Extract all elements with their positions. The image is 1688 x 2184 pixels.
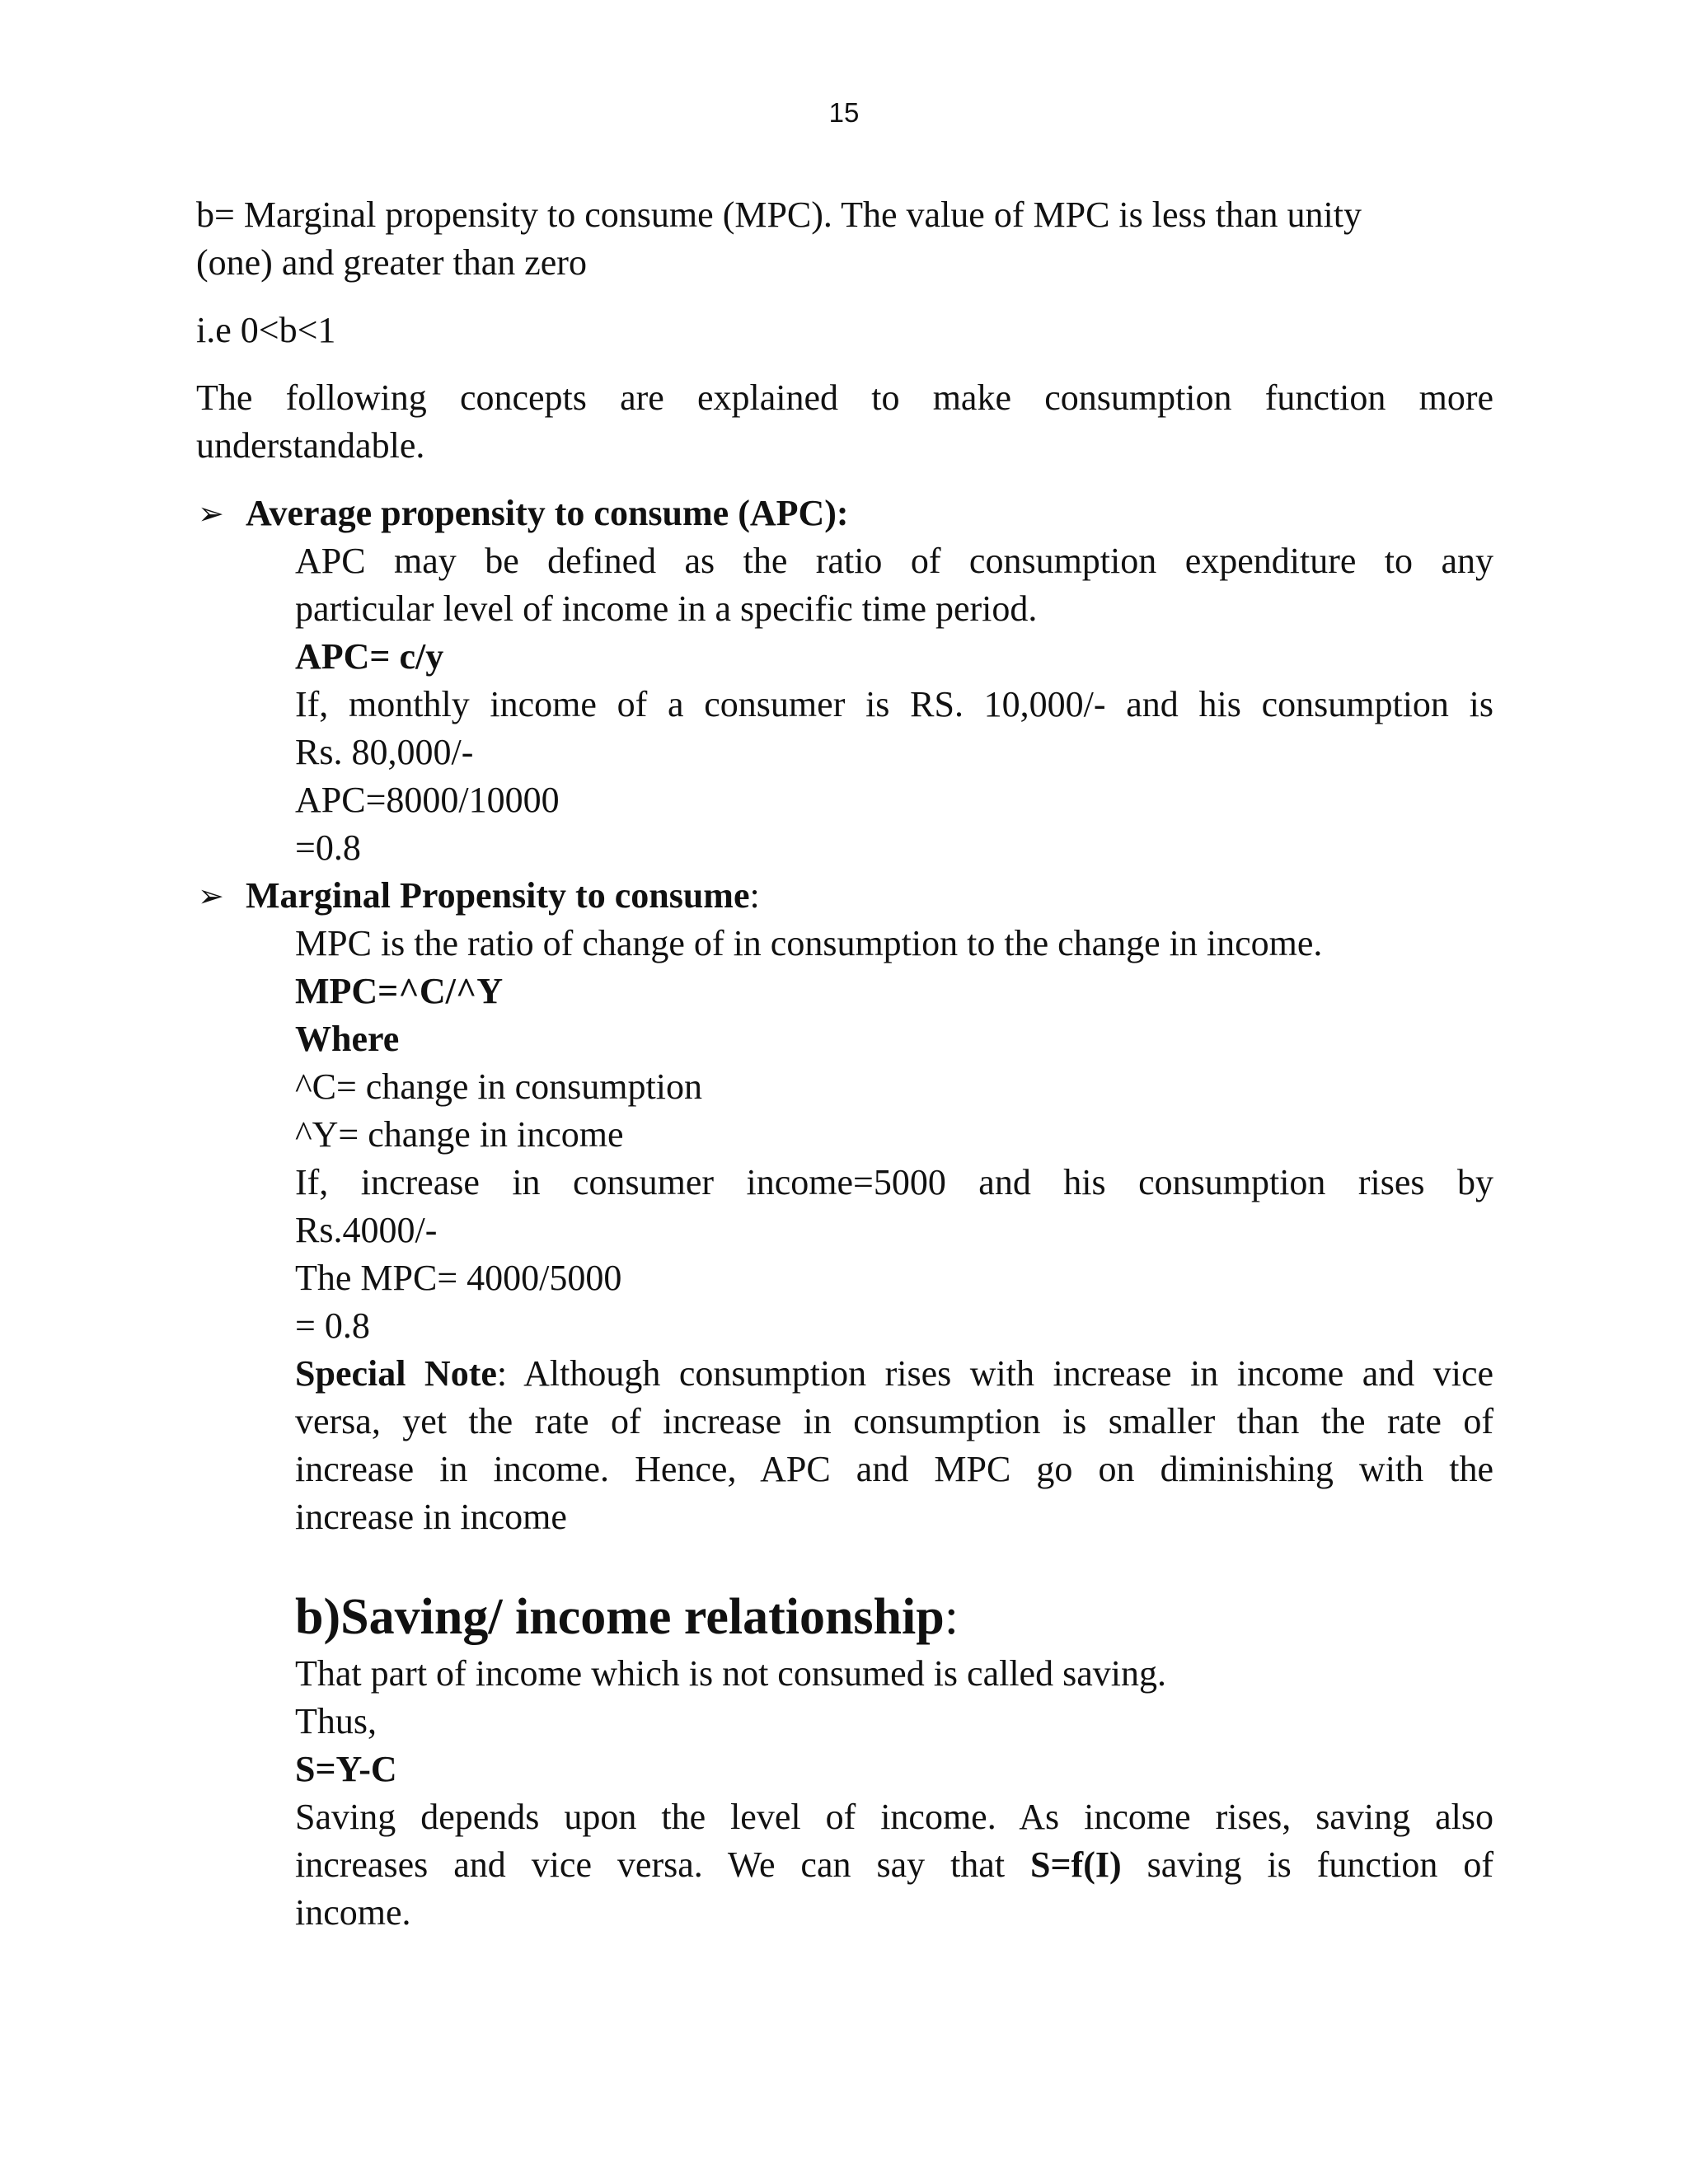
- concepts-intro-line-1: The following concepts are explained to make consumption function more: [196, 377, 1493, 418]
- mpc-example-line-1: If, increase in consumer income=5000 and his consumption rises by: [295, 1162, 1493, 1202]
- saving-thus: Thus,: [295, 1701, 377, 1741]
- apc-def-line-2: particular level of income in a specific time period.: [295, 588, 1038, 629]
- special-note-line-4: increase in income: [295, 1497, 567, 1537]
- mpc-example-line-2: Rs.4000/-: [295, 1210, 438, 1250]
- mpc-calc: The MPC= 4000/5000: [295, 1258, 622, 1298]
- concepts-intro-line-2: understandable.: [196, 425, 425, 466]
- saving-text-line-2-pre: increases and vice versa. We can say that: [295, 1844, 1031, 1885]
- special-note-line-3: increase in income. Hence, APC and MPC go on diminishing with the: [295, 1449, 1493, 1489]
- mpc-definition-line-2: (one) and greater than zero: [196, 242, 587, 283]
- concepts-intro-paragraph: [196, 374, 1493, 470]
- mpc-range: i.e 0<b<1: [196, 310, 336, 350]
- saving-section-heading: [295, 1584, 1493, 1650]
- special-note-line-1: [295, 1350, 1493, 1398]
- mpc-heading: [196, 872, 1493, 920]
- apc-heading: [196, 490, 1493, 537]
- arrow-bullet-icon: ➢: [198, 495, 224, 532]
- mpc-where: Where: [295, 1019, 400, 1059]
- apc-example-line-2: Rs. 80,000/-: [295, 732, 474, 772]
- apc-result: =0.8: [295, 827, 361, 868]
- saving-def: That part of income which is not consumed is called saving.: [295, 1653, 1166, 1694]
- saving-section: [295, 1650, 1493, 1937]
- special-note-line-2: versa, yet the rate of increase in consumption is smaller than the rate of: [295, 1401, 1493, 1441]
- apc-section: [295, 537, 1493, 872]
- mpc-definition-line-1: b= Marginal propensity to consume (MPC). The value of MPC is less than unity: [196, 194, 1362, 235]
- mpc-heading-text: Marginal Propensity to consume: [246, 875, 750, 916]
- mpc-def: MPC is the ratio of change of in consumption to the change in income.: [295, 923, 1323, 963]
- apc-formula: APC= c/y: [295, 636, 444, 677]
- page-number: 15: [828, 97, 860, 128]
- special-note-label: Special Note: [295, 1353, 497, 1394]
- saving-heading-text: b)Saving/ income relationship: [295, 1589, 945, 1645]
- apc-def-line-1: APC may be defined as the ratio of consumption expenditure to any: [295, 541, 1493, 581]
- arrow-bullet-icon: ➢: [198, 878, 224, 914]
- mpc-formula: MPC=^C/^Y: [295, 971, 504, 1011]
- mpc-result: = 0.8: [295, 1305, 370, 1346]
- saving-text-line-2-post: saving is function of: [1121, 1844, 1493, 1885]
- mpc-section: [295, 920, 1493, 1541]
- mpc-y-definition: ^Y= change in income: [295, 1114, 624, 1155]
- saving-text-line-2: [295, 1841, 1493, 1889]
- saving-heading-colon: :: [944, 1589, 959, 1645]
- mpc-c-definition: ^C= change in consumption: [295, 1066, 702, 1107]
- mpc-definition-paragraph: [196, 191, 1493, 287]
- special-note-line-1-rest: : Although consumption rises with increase in income and vice: [496, 1353, 1494, 1394]
- apc-heading-text: Average propensity to consume (APC):: [246, 493, 849, 533]
- apc-calc: APC=8000/10000: [295, 780, 560, 820]
- page-content: [196, 191, 1493, 1937]
- mpc-heading-colon: :: [749, 875, 760, 916]
- saving-text-line-1: Saving depends upon the level of income. As income rises, saving also: [295, 1797, 1493, 1837]
- saving-text-line-3: income.: [295, 1892, 411, 1933]
- apc-example-line-1: If, monthly income of a consumer is RS. 10,000/- and his consumption is: [295, 684, 1493, 724]
- saving-function-formula: S=f(I): [1030, 1844, 1122, 1885]
- saving-formula: S=Y-C: [295, 1749, 397, 1789]
